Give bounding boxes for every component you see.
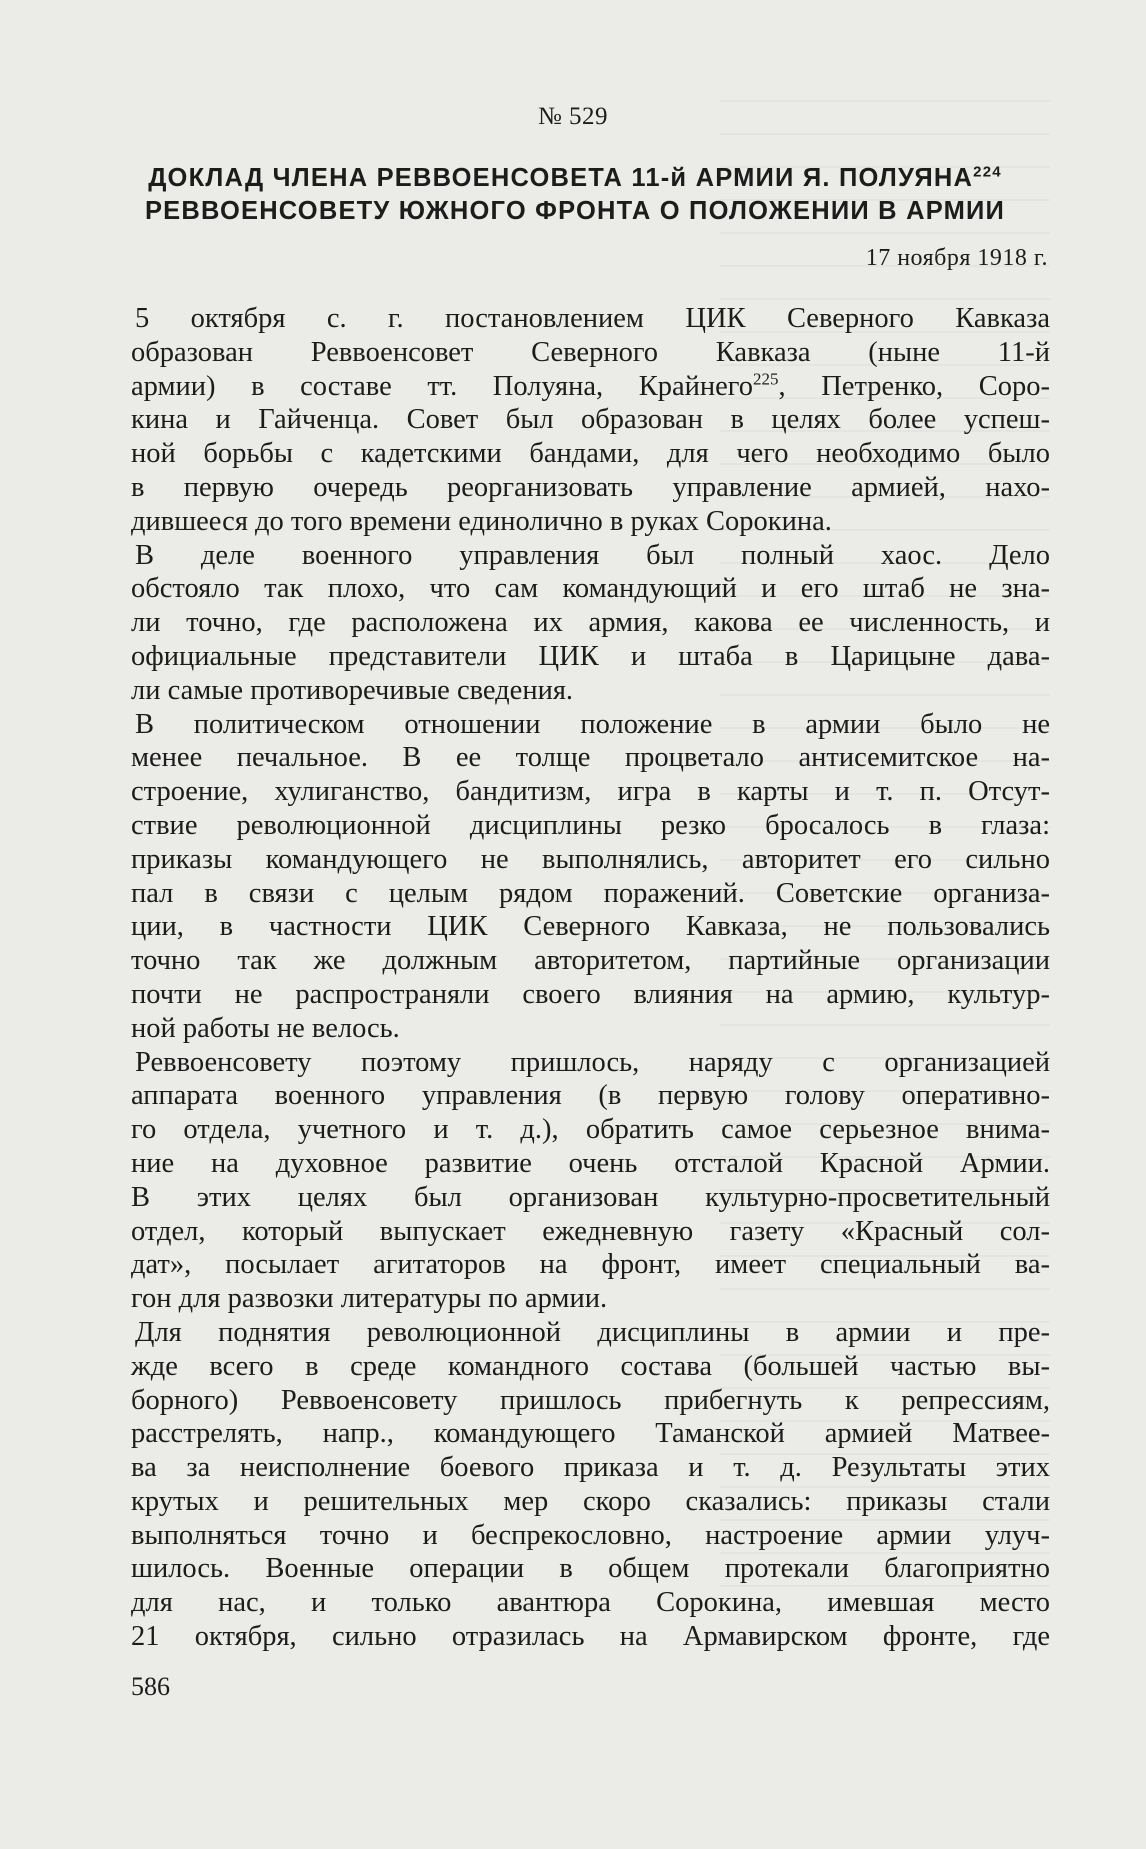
text-line: ли точно, где расположена их армия, какова ее численность, и (131, 607, 1050, 639)
paragraph-5 (131, 1316, 1050, 1654)
paragraph-1 (131, 302, 1050, 539)
text-line: обстояло так плохо, что сам командующий и его штаб не зна- (131, 573, 1050, 605)
text-line: для нас, и только авантюра Сорокина, имевшая место (131, 1587, 1050, 1619)
text-line: Реввоенсовету поэтому пришлось, наряду с организацией (135, 1046, 1050, 1078)
text-line: менее печальное. В ее толще процветало антисемитское на- (131, 742, 1050, 774)
body-text (131, 302, 1050, 1654)
text-line: отдел, который выпускает ежедневную газету «Красный сол- (131, 1215, 1050, 1247)
text-line: 5 октября с. г. постановлением ЦИК Северного Кавказа (135, 303, 1050, 334)
text-line: борного) Реввоенсовету пришлось прибегнуть к репрессиям, (131, 1384, 1050, 1416)
text-line: ва за неисполнение боевого приказа и т. д. Результаты этих (131, 1452, 1050, 1484)
text-line: строение, хулиганство, бандитизм, игра в карты и т. п. Отсут- (131, 776, 1050, 808)
paragraph-3 (131, 708, 1050, 1046)
title-footnote-ref: 224 (973, 163, 1002, 181)
text-line: крутых и решительных мер скоро сказались: приказы стали (131, 1485, 1050, 1517)
text-line: почти не распространяли своего влияния на армию, культур- (131, 978, 1050, 1010)
text-line: образован Реввоенсовет Северного Кавказа (ныне 11-й (131, 336, 1050, 368)
text-line: кина и Гайченца. Совет был образован в целях более успеш- (131, 404, 1050, 436)
text-line: В политическом отношении положение в армии было не (135, 708, 1050, 740)
text-line: го отдела, учетного и т. д.), обратить самое серьезное внима- (131, 1114, 1050, 1146)
text-line: ной работы не велось. (131, 1012, 400, 1044)
text-line: гон для развозки литературы по армии. (131, 1283, 608, 1315)
text-line: дившееся до того времени единолично в руках Сорокина. (131, 505, 832, 537)
text-line: ствие революционной дисциплины резко бросалось в глаза: (131, 809, 1050, 841)
paragraph-4 (131, 1046, 1050, 1316)
title-line-1: ДОКЛАД ЧЛЕНА РЕВВОЕНСОВЕТА 11-й АРМИИ Я. ПОЛУЯНА$^{224}$ (148, 163, 1002, 192)
title-line-2: РЕВВОЕНСОВЕТУ ЮЖНОГО ФРОНТА О ПОЛОЖЕНИИ В АРМИИ (144, 197, 1006, 225)
text-line: ции, в частности ЦИК Северного Кавказа, не пользовались (131, 911, 1050, 943)
document-title (110, 162, 1040, 228)
text-line: В деле военного управления был полный хаос. Дело (135, 539, 1050, 571)
text-line: В этих целях был организован культурно-просветительный (131, 1181, 1050, 1213)
text-line: ной борьбы с кадетскими бандами, для чего необходимо было (131, 438, 1050, 470)
footnote-ref: 225 (753, 369, 779, 389)
text-line: ли самые противоречивые сведения. (131, 674, 574, 706)
text-line: расстрелять, напр., командующего Таманской армией Матвее- (131, 1418, 1050, 1450)
text-line: армии) в составе тт. Полуяна, Крайнего$^{225}$, Петренко, Соро- (131, 369, 1051, 402)
text-line: 21 октября, сильно отразилась на Армавирском фронте, где (131, 1621, 1050, 1653)
text-line: приказы командующего не выполнялись, авторитет его сильно (131, 843, 1050, 875)
text-line: точно так же должным авторитетом, партийные организации (131, 945, 1050, 977)
text-line: в первую очередь реорганизовать управление армией, нахо- (131, 471, 1050, 503)
text-line: жде всего в среде командного состава (большей частью вы- (131, 1350, 1050, 1382)
text-line: дат», посылает агитаторов на фронт, имеет специальный ва- (131, 1249, 1050, 1281)
text-line: пал в связи с целым рядом поражений. Советские организа- (131, 877, 1050, 909)
page-number: 586 (131, 1672, 170, 1701)
text-line: аппарата военного управления (в первую голову оперативно- (131, 1080, 1050, 1112)
text-line: выполняться точно и беспрекословно, настроение армии улуч- (131, 1519, 1050, 1551)
paragraph-2 (131, 539, 1050, 708)
text-line: Для поднятия революционной дисциплины в армии и пре- (135, 1316, 1050, 1348)
text-line: официальные представители ЦИК и штаба в Царицыне дава- (131, 640, 1050, 672)
document-number: № 529 (537, 103, 609, 130)
text-line: ние на духовное развитие очень отсталой Красной Армии. (131, 1147, 1050, 1179)
text-line: шилось. Военные операции в общем протекали благоприятно (131, 1553, 1050, 1585)
document-date: 17 ноября 1918 г. (865, 245, 1048, 271)
